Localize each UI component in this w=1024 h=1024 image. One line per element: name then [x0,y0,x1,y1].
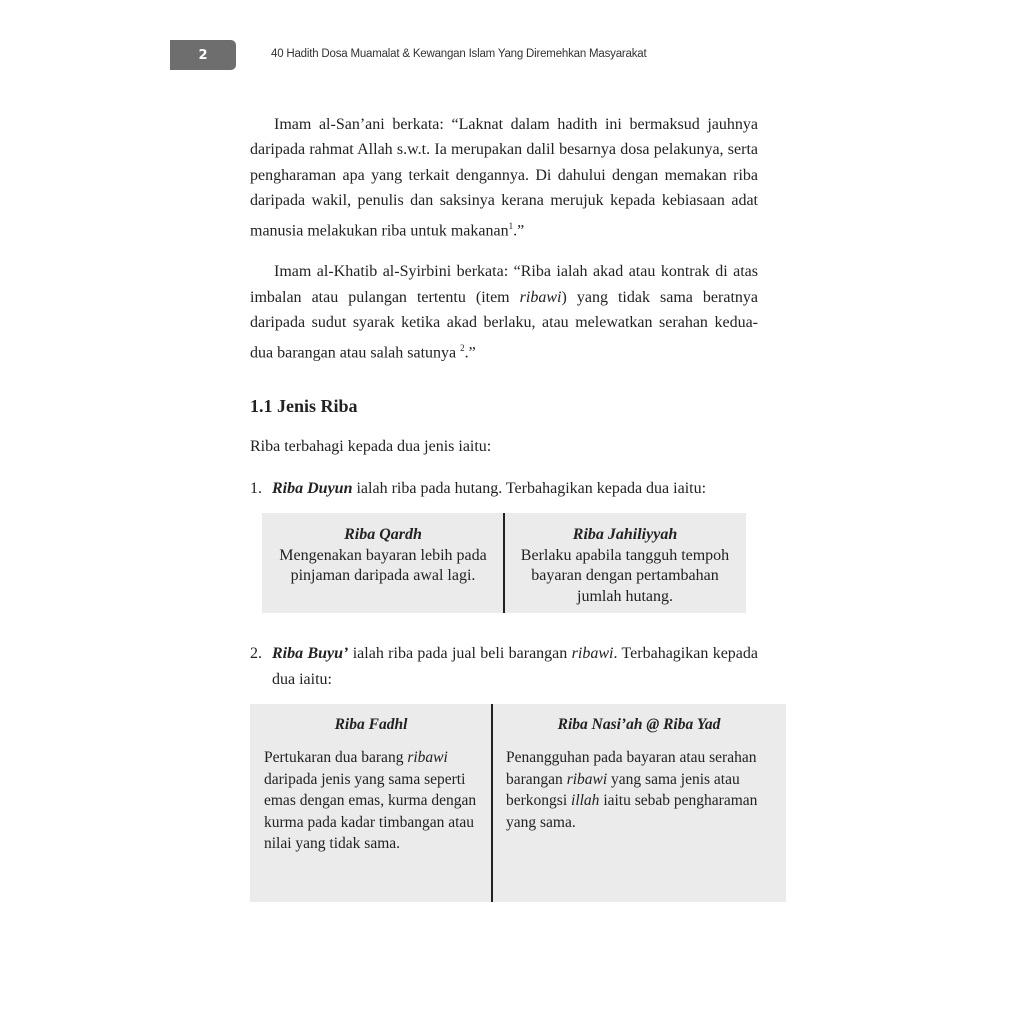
desc-text: Pertukaran dua barang [264,749,408,767]
cell-description: Mengenakan bayaran lebih pada pinjaman daripada awal lagi. [279,546,487,585]
list-body [272,476,758,501]
list-number: 1. [250,479,262,497]
paragraph-text: Imam al-San’ani berkata: “Laknat dalam hadith ini bermaksud jauhnya daripada rahmat Allah s.w.t. Ia merupakan dalil besarnya dosa pelakunya, serta pengharaman apa yang terkait dengannya. Di dahului dengan memakan riba daripada wakil, penulis dan saksinya kerana merujuk kepada kebiasaan adat manusia melakukan riba untuk makanan [250,116,758,239]
italic-term: ribawi [519,288,562,306]
paragraph-al-sanani [250,112,758,243]
list-number: 2. [250,645,262,663]
cell-title: Riba Fadhl [334,715,408,733]
paragraph-text: Imam al-Khatib al-Syirbini berkata: “Riba ialah akad atau kontrak di atas imbalan atau pulangan tertentu (item [250,263,758,306]
table-divider [503,513,505,613]
list-text: ialah riba pada hutang. Terbahagikan kepada dua iaitu: [352,479,707,497]
list-item-riba-duyun [250,476,758,501]
cell-description: Berlaku apabila tangguh tempoh bayaran dengan pertambahan jumlah hutang. [520,546,730,605]
cell-title: Riba Nasi’ah @ Riba Yad [557,715,721,733]
italic-term: ribawi [407,749,448,767]
table-cell-riba-jahiliyyah [504,513,746,613]
list-text: ialah riba pada jual beli barangan [348,645,572,663]
footnote-marker: 2 [460,342,465,353]
footnote-marker: 1 [508,220,514,231]
table-riba-buyu [250,704,786,902]
cell-description [506,747,772,833]
paragraph-text: ) yang tidak sama beratnya daripada sudut syarak ketika akad berlaku, atau melewatkan serahan kedua-dua barangan atau salah satunya [250,288,759,361]
table-cell-riba-nasiah [492,704,786,902]
list-item-riba-buyu [250,641,758,692]
desc-text: Penangguhan pada bayaran atau serahan barangan [506,749,757,788]
list-body [272,641,758,692]
list-term: Riba Buyu’ [272,645,349,663]
italic-term: ribawi [571,645,614,663]
cell-title: Riba Qardh [344,526,422,544]
page-number-tab [170,40,236,70]
italic-term: illah [571,792,600,810]
page-number: 2 [198,47,208,63]
table-divider [491,704,493,902]
table-cell-riba-qardh [262,513,504,613]
running-header-title: 40 Hadith Dosa Muamalat & Kewangan Islam Yang Diremehkan Masyarakat [271,48,647,60]
desc-text: yang sama jenis atau berkongsi [506,770,740,810]
quote-close: .” [513,221,525,239]
list-term: Riba Duyun [272,479,353,497]
italic-term: ribawi [566,770,608,788]
quote-close: .” [464,343,476,361]
table-riba-duyun [262,513,746,613]
desc-text: iaitu sebab pengharaman yang sama. [506,792,758,831]
list-text: . Terbahagikan kepada dua iaitu: [272,645,758,688]
cell-title: Riba Jahiliyyah [572,526,678,544]
cell-description [264,747,478,855]
section-heading: 1.1 Jenis Riba [250,396,358,417]
section-intro: Riba terbahagi kepada dua jenis iaitu: [250,438,492,456]
desc-text: daripada jenis yang sama seperti emas dengan emas, kurma dengan kurma pada kadar timbangan atau nilai yang tidak sama. [264,770,477,853]
page-body [250,112,758,902]
table-cell-riba-fadhl [250,704,492,902]
paragraph-al-syirbini [250,259,758,365]
